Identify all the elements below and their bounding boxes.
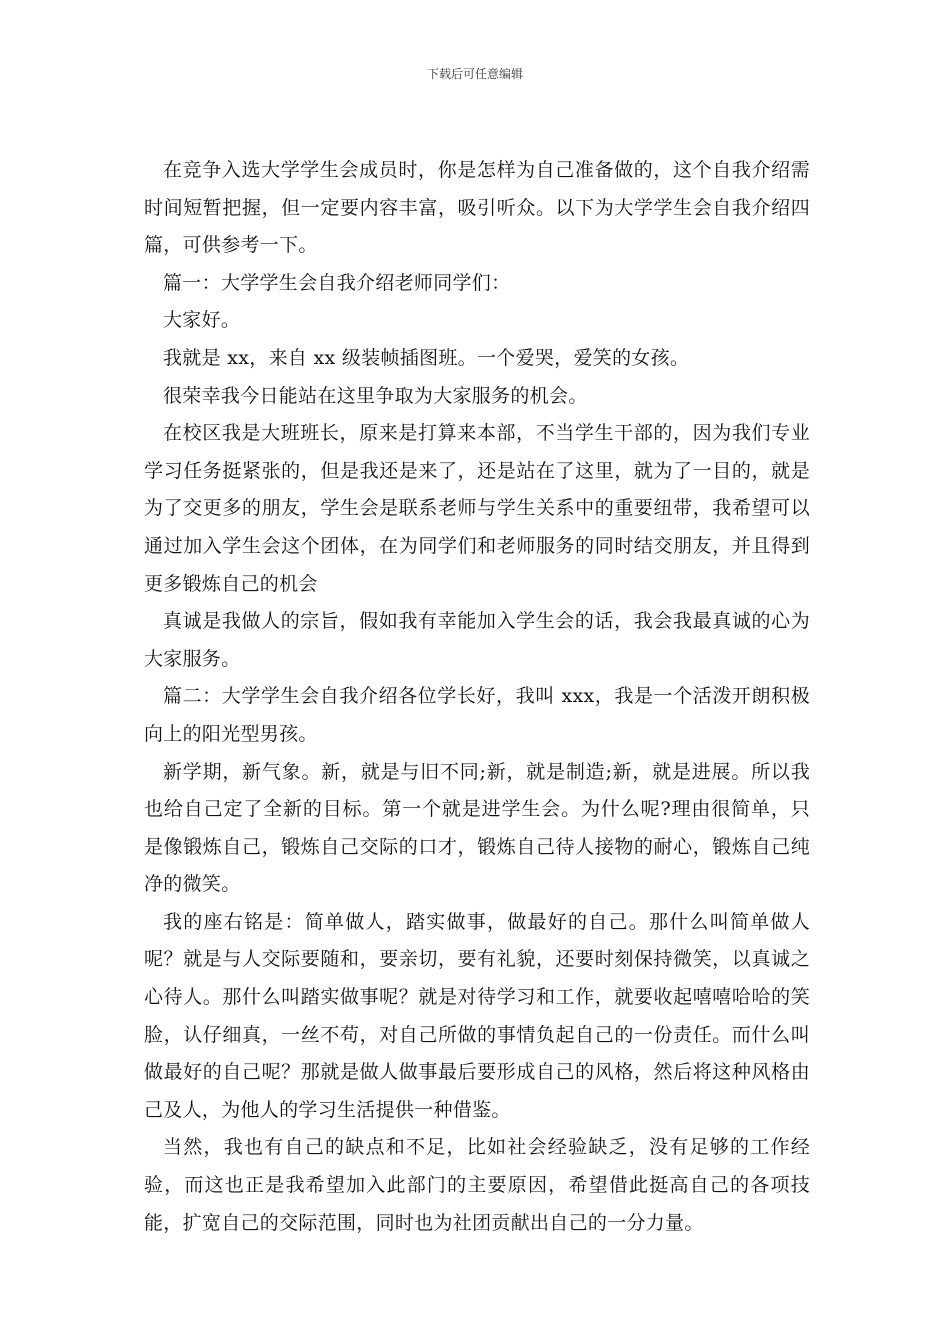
paragraph-self-intro: 我就是 xx，来自 xx 级装帧插图班。一个爱哭，爱笑的女孩。 [163,346,690,369]
paragraph-shortcomings: 当然，我也有自己的缺点和不足，比如社会经验缺乏，没有足够的工作经验，而这也正是我希望加入此部门的主要原因，希望借此挺高自己的各项技能，扩宽自己的交际范围，同时也为社团贡献出自己的一分力量。 [144,1136,810,1234]
paragraph-part-one-heading: 篇一：大学学生会自我介绍老师同学们： [163,271,511,294]
paragraph-sincerity: 真诚是我做人的宗旨，假如我有幸能加入学生会的话，我会我最真诚的心为大家服务。 [144,610,810,670]
paragraph-campus-role: 在校区我是大班班长，原来是打算来本部，不当学生干部的，因为我们专业学习任务挺紧张的，但是我还是来了，还是站在了这里，就为了一目的，就是为了交更多的朋友，学生会是联系老师与学生关系中的重要纽带，我希望可以通过加入学生会这个团体，在为同学们和老师服务的同时结交朋友，并且得到更多锻炼自己的机会 [144,422,810,595]
paragraph-greeting: 大家好。 [163,309,241,332]
header-note: 下载后可任意编辑 [426,67,523,81]
document-body [144,152,810,1242]
paragraph-intro: 在竞争入选大学学生会成员时，你是怎样为自己准备做的，这个自我介绍需时间短暂把握，但一定要内容丰富，吸引听众。以下为大学学生会自我介绍四篇，可供参考一下。 [144,159,810,257]
paragraph-part-two-heading: 篇二：大学学生会自我介绍各位学长好，我叫 xxx，我是一个活泼开朗积极向上的阳光型男孩。 [144,685,810,745]
paragraph-new-term: 新学期，新气象。新，就是与旧不同;新，就是制造;新，就是进展。所以我也给自己定了全新的目标。第一个就是进学生会。为什么呢?理由很简单，只是像锻炼自己，锻炼自己交际的口才，锻炼自己待人接物的耐心，锻炼自己纯净的微笑。 [144,760,810,896]
paragraph-honor: 很荣幸我今日能站在这里争取为大家服务的机会。 [163,384,588,407]
paragraph-motto: 我的座右铭是：简单做人，踏实做事，做最好的自己。那什么叫简单做人呢？就是与人交际要随和，要亲切，要有礼貌，还要时刻保持微笑，以真诚之心待人。那什么叫踏实做事呢？就是对待学习和工作，就要收起嘻嘻哈哈的笑脸，认仔细真，一丝不苟，对自己所做的事情负起自己的一份责任。而什么叫做最好的自己呢？那就是做人做事最后要形成自己的风格，然后将这种风格由己及人，为他人的学习生活提供一种借鉴。 [144,910,810,1121]
